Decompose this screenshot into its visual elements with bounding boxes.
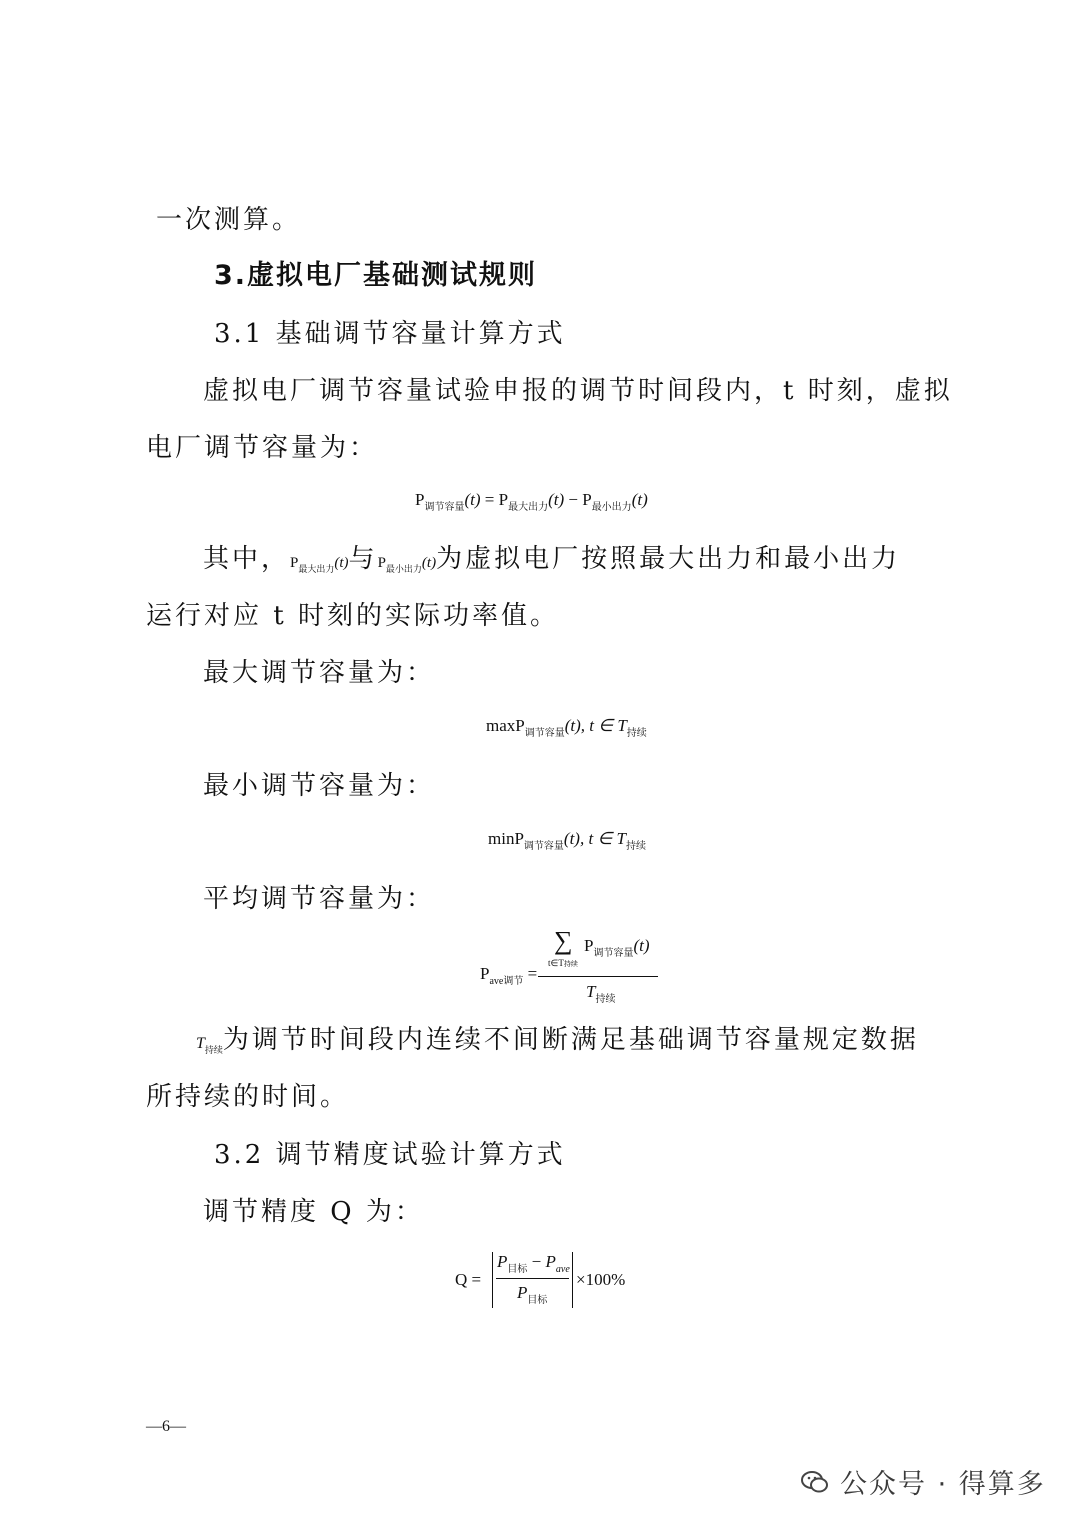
formula-adjustment-capacity: $P_{调节容量}(t) = P_{最大出力}(t) - P_{最小出力}(t)$ [415, 490, 648, 513]
page-number: —6— [146, 1418, 186, 1435]
paragraph-1-line-1: 虚拟电厂调节容量试验申报的调节时间段内，t 时刻，虚拟 [203, 376, 953, 406]
q-times-100: ×100% [576, 1270, 626, 1289]
section-heading-3: 3.虚拟电厂基础测试规则 [214, 260, 538, 291]
formula-max-capacity: maxP$_{调节容量}$(t), t ∈ $T_{持续}$ [486, 716, 647, 739]
t-persist-line-1: $T_{持续}$为调节时间段内连续不间断满足基础调节容量规定数据 [196, 1025, 919, 1055]
q-lhs: Q = [455, 1270, 482, 1289]
sum-symbol: ∑ [554, 926, 573, 955]
watermark-text: 公众号 · 得算多 [840, 1469, 1046, 1500]
paragraph-2-line-1: 其中，$P_{最大出力}(t)$与$P_{最小出力}(t)$为虚拟电厂按照最大出力和最小出力 [203, 544, 901, 574]
q-denominator: $P_{目标}$ [517, 1283, 548, 1306]
avg-capacity-label: 平均调节容量为： [203, 884, 436, 914]
inline-formula-pmin: $P_{最小出力}(t)$ [377, 555, 437, 574]
max-capacity-label: 最大调节容量为： [203, 658, 436, 688]
t-persist-line-2: 所持续的时间。 [146, 1082, 350, 1112]
subsection-heading-3-2: 3.2 调节精度试验计算方式 [214, 1140, 566, 1170]
fraction-bar [538, 976, 658, 977]
denominator-t: $T_{持续}$ [586, 982, 616, 1005]
inline-t-persist: $T_{持续}$ [196, 1035, 223, 1055]
paragraph-2-line-2: 运行对应 t 时刻的实际功率值。 [146, 601, 559, 631]
sum-term: $P_{调节容量}(t)$ [584, 936, 650, 959]
sum-subscript: t∈T持续 [548, 958, 578, 968]
wechat-icon [800, 1467, 830, 1497]
pave-lhs: $P_{ave调节}$ = [480, 964, 538, 987]
q-numerator: $P_{目标} - P_{ave}$ [497, 1252, 570, 1275]
min-capacity-label: 最小调节容量为： [203, 771, 436, 801]
wechat-watermark [800, 1462, 1046, 1501]
abs-bar-right [572, 1252, 573, 1308]
paragraph-1-line-2: 电厂调节容量为： [146, 433, 379, 463]
subsection-heading-3-1: 3.1 基础调节容量计算方式 [214, 319, 566, 349]
text-line-once-calc: 一次测算。 [156, 205, 302, 235]
inline-formula-pmax: $P_{最大出力}(t)$ [290, 555, 349, 574]
formula-average-capacity [480, 928, 670, 1008]
abs-bar-left [492, 1252, 493, 1308]
q-label: 调节精度 Q 为： [203, 1197, 424, 1227]
formula-precision-q [455, 1250, 645, 1312]
q-fraction-bar [496, 1278, 569, 1279]
formula-min-capacity: minP$_{调节容量}$(t), t ∈ $T_{持续}$ [488, 829, 646, 852]
